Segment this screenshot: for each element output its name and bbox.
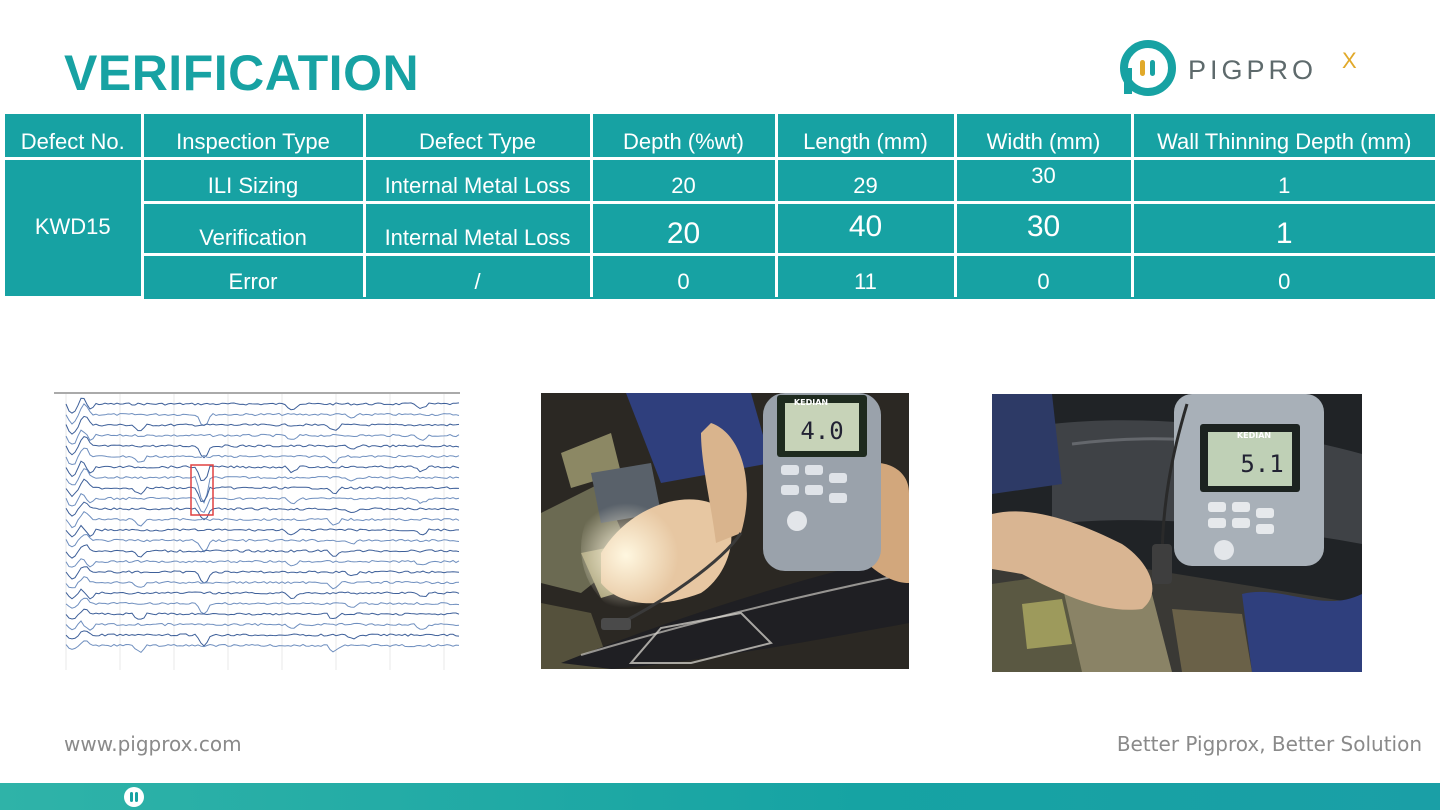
defect-highlight-box: [191, 465, 213, 515]
header-inspection-type: Inspection Type: [142, 114, 364, 158]
table-row: [5, 158, 1435, 202]
cell-depth: 0: [591, 254, 776, 297]
table-row: [5, 202, 1435, 254]
pigprox-logo-icon: [1120, 40, 1176, 96]
cell-defect-type: Internal Metal Loss: [364, 202, 591, 254]
cell-width: 30: [955, 158, 1132, 202]
cell-width: 0: [955, 254, 1132, 297]
signal-trace: [66, 577, 459, 589]
gauge-brand-2: KEDIAN: [1236, 431, 1272, 440]
cell-width: 30: [955, 202, 1132, 254]
cell-length: 29: [776, 158, 955, 202]
signal-trace: [66, 598, 459, 614]
cell-wall-thinning: 1: [1132, 158, 1435, 202]
cell-inspection-type: Verification: [142, 202, 364, 254]
cell-depth: 20: [591, 202, 776, 254]
header-width: Width (mm): [955, 114, 1132, 158]
signal-trace: [66, 631, 459, 646]
gauge-reading-1: 4.0: [800, 417, 844, 445]
cell-defect-type: Internal Metal Loss: [364, 158, 591, 202]
signal-trace: [66, 502, 459, 520]
footer-tagline: Better Pigprox, Better Solution: [1116, 732, 1422, 756]
header-wall-thinning: Wall Thinning Depth (mm): [1132, 114, 1435, 158]
signal-trace: [66, 448, 459, 464]
cell-defect-type: /: [364, 254, 591, 297]
signal-trace: [66, 404, 459, 426]
signal-plot-image: [52, 390, 462, 672]
cell-inspection-type: ILI Sizing: [142, 158, 364, 202]
field-photo-pipe-measurement: [992, 394, 1362, 672]
cell-wall-thinning: 1: [1132, 202, 1435, 254]
page-title: VERIFICATION: [64, 45, 420, 101]
cell-depth: 20: [591, 158, 776, 202]
gauge-brand-1: KEDIAN: [793, 398, 829, 407]
cell-inspection-type: Error: [142, 254, 364, 297]
defect-number-cell: KWD15: [5, 158, 142, 297]
signal-trace: [66, 589, 459, 599]
header-depth: Depth (%wt): [591, 114, 776, 158]
verification-table: [5, 114, 1435, 299]
footer-url: www.pigprox.com: [64, 732, 242, 756]
signal-trace: [66, 437, 459, 458]
pigprox-logo: [1120, 38, 1370, 98]
signal-trace: [66, 609, 459, 619]
signal-trace: [66, 567, 459, 583]
signal-trace: [66, 416, 459, 434]
brand-suffix: X: [1342, 48, 1357, 73]
signal-trace: [66, 621, 459, 630]
signal-trace: [66, 526, 459, 537]
table-row: [5, 254, 1435, 297]
header-defect-no: Defect No.: [5, 114, 142, 158]
signal-trace: [66, 535, 459, 552]
field-photo-gauge-reading: [541, 393, 909, 669]
signal-trace: [66, 398, 459, 413]
header-length: Length (mm): [776, 114, 955, 158]
signal-trace: [66, 545, 459, 558]
cell-length: 11: [776, 254, 955, 297]
signal-trace: [66, 512, 459, 528]
brand-name: PIGPRO: [1188, 55, 1318, 85]
pigprox-small-icon: [123, 786, 145, 808]
header-defect-type: Defect Type: [364, 114, 591, 158]
signal-trace: [66, 430, 459, 444]
cell-length: 40: [776, 202, 955, 254]
cell-wall-thinning: 0: [1132, 254, 1435, 297]
signal-trace: [66, 559, 459, 567]
table-header-row: [5, 114, 1435, 158]
bottom-bar: [0, 783, 1440, 810]
gauge-reading-2: 5.1: [1240, 450, 1284, 478]
signal-trace: [66, 641, 459, 653]
